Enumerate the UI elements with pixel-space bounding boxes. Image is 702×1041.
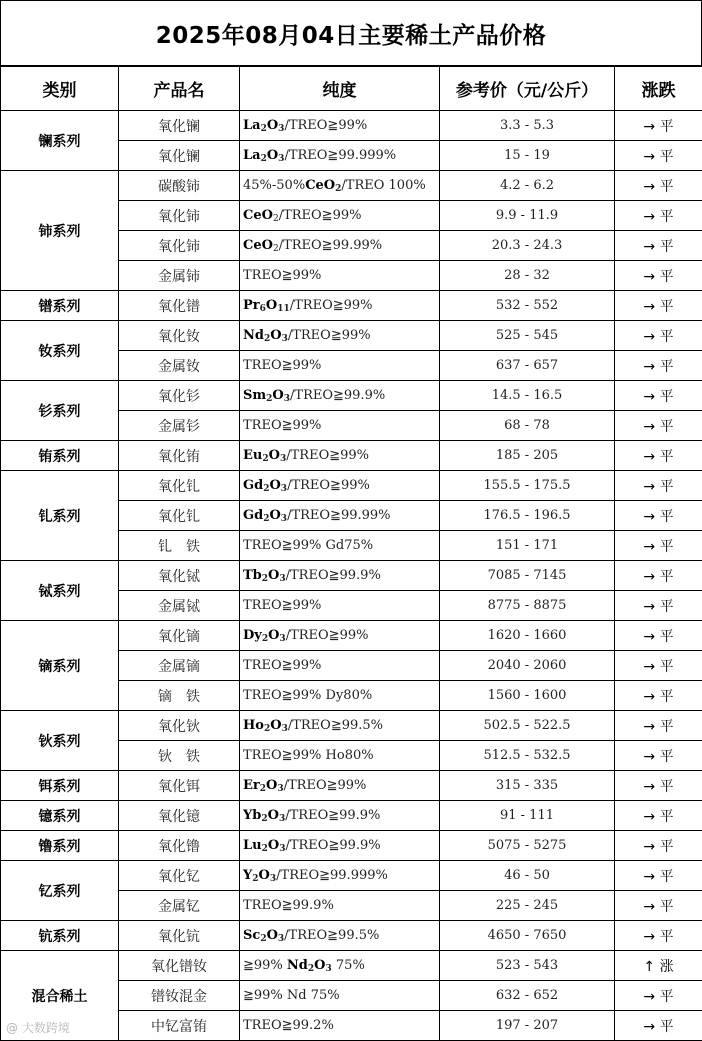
purity-segment: /TREO≧99% bbox=[286, 628, 369, 643]
change-cell: → 平 bbox=[615, 591, 702, 621]
purity-segment: /TREO≧99% bbox=[288, 328, 371, 343]
purity-segment: TREO≧99% bbox=[243, 598, 321, 613]
change-cell: → 平 bbox=[615, 441, 702, 471]
product-name-cell: 氧化铕 bbox=[119, 441, 240, 471]
change-cell: → 平 bbox=[615, 381, 702, 411]
table-row bbox=[1, 111, 702, 141]
purity-segment: O bbox=[259, 868, 270, 883]
price-cell: 4.2 - 6.2 bbox=[440, 171, 615, 201]
purity-segment: 2 bbox=[262, 844, 268, 854]
product-name-cell: 金属铈 bbox=[119, 261, 240, 291]
purity-cell bbox=[240, 621, 440, 651]
table-row bbox=[1, 711, 702, 741]
purity-segment: 2 bbox=[264, 334, 270, 344]
price-cell: 632 - 652 bbox=[440, 981, 615, 1011]
purity-segment: O bbox=[269, 508, 280, 523]
category-cell: 镨系列 bbox=[1, 291, 119, 321]
price-table bbox=[0, 66, 702, 1041]
product-name-cell: 氧化铒 bbox=[119, 771, 240, 801]
purity-segment: TREO≧99% bbox=[243, 268, 321, 283]
product-name-cell: 钆 铁 bbox=[119, 531, 240, 561]
table-row bbox=[1, 381, 702, 411]
product-name-cell: 氧化镨 bbox=[119, 291, 240, 321]
purity-cell bbox=[240, 111, 440, 141]
product-name-cell: 金属钇 bbox=[119, 891, 240, 921]
change-cell: → 平 bbox=[615, 501, 702, 531]
product-name-cell: 氧化钪 bbox=[119, 921, 240, 951]
purity-segment: /TREO≧99% bbox=[287, 478, 370, 493]
purity-segment: 3 bbox=[278, 154, 284, 164]
change-cell: → 平 bbox=[615, 141, 702, 171]
purity-segment: La bbox=[243, 118, 261, 133]
purity-cell bbox=[240, 411, 440, 441]
purity-cell bbox=[240, 381, 440, 411]
category-cell: 铽系列 bbox=[1, 561, 119, 621]
purity-segment: /TREO≧99% bbox=[284, 778, 367, 793]
category-cell: 铕系列 bbox=[1, 441, 119, 471]
purity-segment: O bbox=[266, 778, 277, 793]
purity-cell bbox=[240, 921, 440, 951]
category-cell: 钆系列 bbox=[1, 471, 119, 561]
purity-segment: CeO bbox=[243, 238, 273, 253]
product-name-cell: 镨钕混金 bbox=[119, 981, 240, 1011]
table-row bbox=[1, 921, 702, 951]
change-cell: → 平 bbox=[615, 231, 702, 261]
product-name-cell: 氧化镱 bbox=[119, 801, 240, 831]
table-row bbox=[1, 831, 702, 861]
purity-segment: 2 bbox=[263, 514, 269, 524]
purity-segment: 3 bbox=[326, 964, 332, 974]
price-cell: 3.3 - 5.3 bbox=[440, 111, 615, 141]
product-name-cell: 氧化铈 bbox=[119, 231, 240, 261]
purity-cell bbox=[240, 441, 440, 471]
purity-segment: Sm bbox=[243, 388, 266, 403]
table-row bbox=[1, 561, 702, 591]
purity-segment: 3 bbox=[282, 724, 288, 734]
product-name-cell: 金属钐 bbox=[119, 411, 240, 441]
category-cell: 镝系列 bbox=[1, 621, 119, 711]
price-cell: 20.3 - 24.3 bbox=[440, 231, 615, 261]
purity-cell bbox=[240, 231, 440, 261]
purity-segment: 2 bbox=[261, 814, 267, 824]
purity-segment: 3 bbox=[279, 814, 285, 824]
purity-segment: O bbox=[269, 448, 280, 463]
purity-segment: 3 bbox=[280, 454, 286, 464]
purity-segment: /TREO≧99% bbox=[279, 208, 362, 223]
purity-segment: 45%-50% bbox=[243, 178, 305, 193]
category-cell: 钐系列 bbox=[1, 381, 119, 441]
purity-segment: 2 bbox=[252, 874, 258, 884]
category-cell: 钇系列 bbox=[1, 861, 119, 921]
purity-segment: ≧99% Nd 75% bbox=[243, 988, 340, 1003]
purity-segment: Nd bbox=[287, 958, 308, 973]
purity-cell bbox=[240, 171, 440, 201]
price-cell: 68 - 78 bbox=[440, 411, 615, 441]
purity-cell bbox=[240, 501, 440, 531]
purity-cell bbox=[240, 771, 440, 801]
product-name-cell: 氧化镝 bbox=[119, 621, 240, 651]
purity-segment: TREO≧99% bbox=[243, 418, 321, 433]
product-name-cell: 金属钕 bbox=[119, 351, 240, 381]
purity-segment: /TREO≧99% bbox=[284, 118, 367, 133]
change-cell: → 平 bbox=[615, 171, 702, 201]
purity-segment: 2 bbox=[262, 574, 268, 584]
price-cell: 512.5 - 532.5 bbox=[440, 741, 615, 771]
change-cell: → 平 bbox=[615, 831, 702, 861]
purity-segment: 2 bbox=[261, 124, 267, 134]
product-name-cell: 氧化铈 bbox=[119, 201, 240, 231]
purity-segment: 75% bbox=[332, 958, 365, 973]
change-cell: → 平 bbox=[615, 681, 702, 711]
purity-segment: O bbox=[267, 148, 278, 163]
product-name-cell: 氧化钕 bbox=[119, 321, 240, 351]
change-cell: → 平 bbox=[615, 741, 702, 771]
category-cell: 钪系列 bbox=[1, 921, 119, 951]
purity-segment: O bbox=[269, 478, 280, 493]
category-cell: 钕系列 bbox=[1, 321, 119, 381]
purity-segment: TREO≧99% Gd75% bbox=[243, 538, 373, 553]
purity-segment: TREO≧99.9% bbox=[243, 898, 334, 913]
product-name-cell: 钬 铁 bbox=[119, 741, 240, 771]
purity-segment: Lu bbox=[243, 838, 262, 853]
purity-segment: 2 bbox=[262, 634, 268, 644]
purity-segment: 2 bbox=[263, 484, 269, 494]
purity-cell bbox=[240, 681, 440, 711]
category-cell: 镥系列 bbox=[1, 831, 119, 861]
product-name-cell: 氧化铽 bbox=[119, 561, 240, 591]
price-cell: 91 - 111 bbox=[440, 801, 615, 831]
change-cell: → 平 bbox=[615, 651, 702, 681]
header-change: 涨跌 bbox=[615, 67, 702, 111]
purity-cell bbox=[240, 261, 440, 291]
table-row bbox=[1, 441, 702, 471]
purity-segment: Yb bbox=[243, 808, 261, 823]
table-row bbox=[1, 291, 702, 321]
price-table-body bbox=[1, 111, 702, 1041]
table-row bbox=[1, 951, 702, 981]
header-product: 产品名 bbox=[119, 67, 240, 111]
page-title: 2025年08月04日主要稀土产品价格 bbox=[0, 0, 702, 66]
purity-segment: 2 bbox=[260, 784, 266, 794]
purity-segment: 2 bbox=[308, 964, 314, 974]
product-name-cell: 氧化镥 bbox=[119, 831, 240, 861]
purity-segment: 6 bbox=[260, 304, 266, 314]
change-cell: → 平 bbox=[615, 711, 702, 741]
purity-cell bbox=[240, 951, 440, 981]
price-cell: 4650 - 7650 bbox=[440, 921, 615, 951]
category-cell: 钬系列 bbox=[1, 711, 119, 771]
change-cell: → 平 bbox=[615, 861, 702, 891]
purity-cell bbox=[240, 651, 440, 681]
header-price: 参考价（元/公斤） bbox=[440, 67, 615, 111]
category-cell: 铒系列 bbox=[1, 771, 119, 801]
change-cell: → 平 bbox=[615, 561, 702, 591]
product-name-cell: 氧化钇 bbox=[119, 861, 240, 891]
purity-segment: TREO≧99.2% bbox=[243, 1018, 334, 1033]
header-purity: 纯度 bbox=[240, 67, 440, 111]
price-cell: 7085 - 7145 bbox=[440, 561, 615, 591]
purity-segment: O bbox=[268, 568, 279, 583]
purity-segment: /TREO≧99% bbox=[286, 448, 369, 463]
purity-segment: O bbox=[267, 928, 278, 943]
change-cell: → 平 bbox=[615, 411, 702, 441]
purity-segment: 3 bbox=[281, 514, 287, 524]
table-row bbox=[1, 471, 702, 501]
change-cell: → 平 bbox=[615, 771, 702, 801]
change-cell: → 平 bbox=[615, 471, 702, 501]
product-name-cell: 中钇富铕 bbox=[119, 1011, 240, 1041]
table-row bbox=[1, 171, 702, 201]
purity-segment: O bbox=[267, 118, 278, 133]
price-cell: 46 - 50 bbox=[440, 861, 615, 891]
category-cell: 镱系列 bbox=[1, 801, 119, 831]
change-cell: → 平 bbox=[615, 111, 702, 141]
purity-segment: La bbox=[243, 148, 261, 163]
purity-segment: O bbox=[314, 958, 325, 973]
purity-segment: Gd bbox=[243, 478, 263, 493]
price-cell: 14.5 - 16.5 bbox=[440, 381, 615, 411]
purity-segment: TREO≧99% bbox=[243, 358, 321, 373]
purity-segment: /TREO 100% bbox=[341, 178, 425, 193]
purity-segment: Ho bbox=[243, 718, 264, 733]
price-cell: 532 - 552 bbox=[440, 291, 615, 321]
purity-segment: O bbox=[268, 628, 279, 643]
price-cell: 637 - 657 bbox=[440, 351, 615, 381]
product-name-cell: 金属铽 bbox=[119, 591, 240, 621]
purity-segment: /TREO≧99.9% bbox=[285, 838, 380, 853]
price-cell: 225 - 245 bbox=[440, 891, 615, 921]
price-cell: 151 - 171 bbox=[440, 531, 615, 561]
purity-segment: CeO bbox=[305, 178, 335, 193]
price-cell: 28 - 32 bbox=[440, 261, 615, 291]
purity-cell bbox=[240, 351, 440, 381]
purity-cell bbox=[240, 741, 440, 771]
table-row bbox=[1, 321, 702, 351]
purity-segment: /TREO≧99.9% bbox=[290, 388, 385, 403]
purity-segment: CeO bbox=[243, 208, 273, 223]
price-cell: 315 - 335 bbox=[440, 771, 615, 801]
purity-segment: Sc bbox=[243, 928, 260, 943]
purity-segment: /TREO≧99.5% bbox=[284, 928, 379, 943]
change-cell: → 平 bbox=[615, 1011, 702, 1041]
price-cell: 502.5 - 522.5 bbox=[440, 711, 615, 741]
purity-segment: TREO≧99% Dy80% bbox=[243, 688, 372, 703]
purity-segment: /TREO≧99.9% bbox=[286, 568, 381, 583]
purity-segment: O bbox=[266, 298, 277, 313]
product-name-cell: 氧化钆 bbox=[119, 501, 240, 531]
change-cell: → 平 bbox=[615, 531, 702, 561]
price-cell: 185 - 205 bbox=[440, 441, 615, 471]
purity-segment: 2 bbox=[335, 184, 341, 194]
purity-segment: O bbox=[270, 328, 281, 343]
purity-segment: 3 bbox=[278, 934, 284, 944]
purity-cell bbox=[240, 981, 440, 1011]
table-row bbox=[1, 861, 702, 891]
product-name-cell: 氧化镧 bbox=[119, 111, 240, 141]
category-cell: 镧系列 bbox=[1, 111, 119, 171]
change-cell: → 平 bbox=[615, 201, 702, 231]
purity-segment: 3 bbox=[270, 874, 276, 884]
product-name-cell: 氧化钐 bbox=[119, 381, 240, 411]
purity-cell bbox=[240, 471, 440, 501]
product-name-cell: 碳酸铈 bbox=[119, 171, 240, 201]
purity-segment: 2 bbox=[273, 214, 279, 224]
purity-segment: 2 bbox=[273, 244, 279, 254]
purity-segment: 11 bbox=[277, 304, 290, 314]
purity-segment: TREO≧99% bbox=[243, 658, 321, 673]
change-cell: → 平 bbox=[615, 801, 702, 831]
price-cell: 15 - 19 bbox=[440, 141, 615, 171]
change-cell: → 平 bbox=[615, 891, 702, 921]
price-cell: 176.5 - 196.5 bbox=[440, 501, 615, 531]
purity-segment: 3 bbox=[281, 484, 287, 494]
purity-segment: Eu bbox=[243, 448, 262, 463]
purity-cell bbox=[240, 321, 440, 351]
change-cell: → 平 bbox=[615, 621, 702, 651]
watermark: @ 大数跨境 bbox=[6, 1019, 70, 1036]
purity-segment: O bbox=[268, 808, 279, 823]
purity-segment: Y bbox=[243, 868, 252, 883]
purity-cell bbox=[240, 1011, 440, 1041]
purity-segment: O bbox=[270, 718, 281, 733]
price-cell: 1560 - 1600 bbox=[440, 681, 615, 711]
change-cell: → 平 bbox=[615, 321, 702, 351]
price-cell: 525 - 545 bbox=[440, 321, 615, 351]
purity-cell bbox=[240, 201, 440, 231]
price-cell: 9.9 - 11.9 bbox=[440, 201, 615, 231]
change-cell: → 平 bbox=[615, 261, 702, 291]
purity-segment: /TREO≧99% bbox=[290, 298, 373, 313]
table-row bbox=[1, 801, 702, 831]
product-name-cell: 氧化钆 bbox=[119, 471, 240, 501]
purity-cell bbox=[240, 831, 440, 861]
change-cell: → 平 bbox=[615, 981, 702, 1011]
purity-segment: /TREO≧99.999% bbox=[284, 148, 396, 163]
purity-segment: Dy bbox=[243, 628, 262, 643]
change-cell: → 平 bbox=[615, 921, 702, 951]
purity-cell bbox=[240, 801, 440, 831]
header-category: 类别 bbox=[1, 67, 119, 111]
purity-segment: 3 bbox=[279, 634, 285, 644]
price-cell: 197 - 207 bbox=[440, 1011, 615, 1041]
purity-segment: 2 bbox=[264, 724, 270, 734]
purity-segment: /TREO≧99.5% bbox=[288, 718, 383, 733]
purity-segment: Nd bbox=[243, 328, 264, 343]
product-name-cell: 氧化镨钕 bbox=[119, 951, 240, 981]
price-cell: 8775 - 8875 bbox=[440, 591, 615, 621]
purity-segment: 3 bbox=[278, 124, 284, 134]
product-name-cell: 氧化钬 bbox=[119, 711, 240, 741]
purity-segment: TREO≧99% Ho80% bbox=[243, 748, 374, 763]
purity-segment: 2 bbox=[262, 454, 268, 464]
purity-cell bbox=[240, 531, 440, 561]
purity-segment: /TREO≧99.999% bbox=[276, 868, 388, 883]
header-row bbox=[1, 67, 702, 111]
purity-segment: 3 bbox=[282, 334, 288, 344]
purity-segment: /TREO≧99.99% bbox=[287, 508, 390, 523]
purity-cell bbox=[240, 711, 440, 741]
purity-segment: ≧99% bbox=[243, 958, 287, 973]
purity-segment: Gd bbox=[243, 508, 263, 523]
purity-segment: O bbox=[268, 838, 279, 853]
purity-cell bbox=[240, 291, 440, 321]
purity-segment: 3 bbox=[284, 394, 290, 404]
change-cell: → 平 bbox=[615, 351, 702, 381]
product-name-cell: 金属镝 bbox=[119, 651, 240, 681]
purity-segment: 2 bbox=[260, 934, 266, 944]
purity-segment: 3 bbox=[277, 784, 283, 794]
purity-segment: Tb bbox=[243, 568, 262, 583]
purity-segment: Pr bbox=[243, 298, 260, 313]
purity-segment: 3 bbox=[279, 844, 285, 854]
purity-segment: Er bbox=[243, 778, 260, 793]
purity-segment: /TREO≧99.99% bbox=[279, 238, 382, 253]
purity-segment: O bbox=[272, 388, 283, 403]
purity-cell bbox=[240, 561, 440, 591]
purity-cell bbox=[240, 141, 440, 171]
price-cell: 5075 - 5275 bbox=[440, 831, 615, 861]
table-row bbox=[1, 621, 702, 651]
table-row bbox=[1, 771, 702, 801]
purity-cell bbox=[240, 861, 440, 891]
purity-segment: 3 bbox=[279, 574, 285, 584]
product-name-cell: 镝 铁 bbox=[119, 681, 240, 711]
category-cell: 铈系列 bbox=[1, 171, 119, 291]
price-cell: 1620 - 1660 bbox=[440, 621, 615, 651]
category-cell: 混合稀土 bbox=[1, 951, 119, 1041]
purity-segment: 2 bbox=[261, 154, 267, 164]
purity-segment: 2 bbox=[266, 394, 272, 404]
price-cell: 2040 - 2060 bbox=[440, 651, 615, 681]
change-cell: → 平 bbox=[615, 291, 702, 321]
purity-cell bbox=[240, 891, 440, 921]
price-cell: 523 - 543 bbox=[440, 951, 615, 981]
change-cell: ↑ 涨 bbox=[615, 951, 702, 981]
product-name-cell: 氧化镧 bbox=[119, 141, 240, 171]
price-cell: 155.5 - 175.5 bbox=[440, 471, 615, 501]
purity-cell bbox=[240, 591, 440, 621]
purity-segment: /TREO≧99.9% bbox=[285, 808, 380, 823]
